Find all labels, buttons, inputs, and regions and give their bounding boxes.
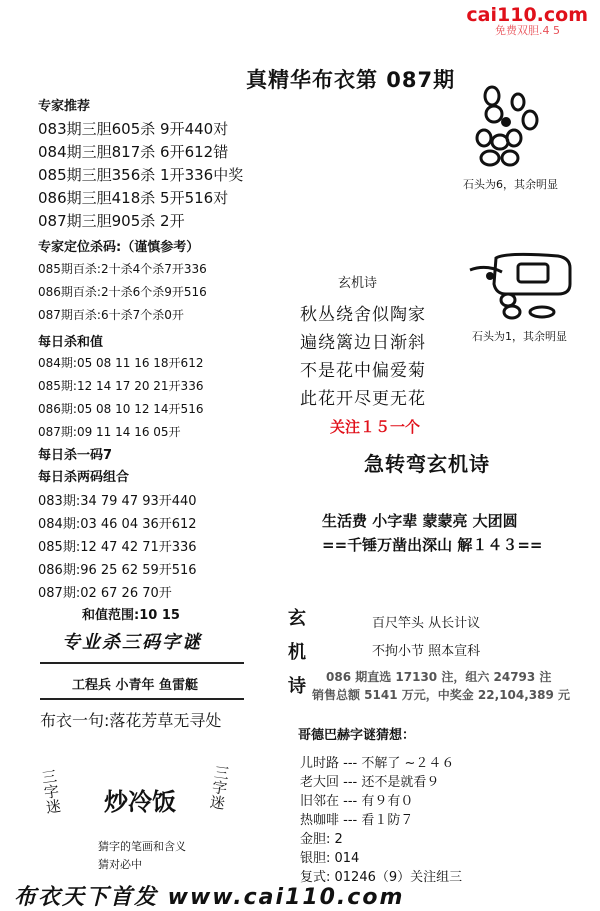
expert-row: 087期三胆905杀 2开 [38,212,185,230]
sum-range: 和值范围:10 15 [82,608,180,623]
stone-caption: 石头为6，其余明显 [463,178,558,191]
riddle-right-label: 三 字 迷 [208,763,231,813]
divider [40,662,244,664]
position-kill-row: 087期百杀:6十杀7个杀0开 [38,308,184,322]
riddle-left-label: 三 字 迷 [40,767,63,817]
goldbach-row: 老大回 --- 还不是就看９ [300,775,440,790]
divider [40,698,244,700]
position-kill-heading: 专家定位杀码:（谨慎参考） [38,240,200,255]
xuanji-line: 不拘小节 照本宣科 [372,644,481,659]
poem-line: 不是花中偏爱菊 [300,361,426,381]
poem-line: 遍绕篱边日渐斜 [300,333,426,353]
turn-title: 急转弯玄机诗 [364,452,490,476]
daily-two-heading: 每日杀两码组合 [38,470,130,485]
riddle-hint: 猜字的笔画和含义 [98,840,186,853]
buyi-sentence: 布衣一句:落花芳草无寻处 [40,711,222,730]
xuanji-line: 百尺竿头 从长计议 [372,616,481,631]
footer-banner: 布衣天下首发 www.cai110.com [14,885,405,910]
sales-line: 086 期直选 17130 注，组六 24793 注 [326,670,552,684]
goldbach-row: 儿时路 --- 不解了 ~２４６ [300,756,455,771]
stone-drawing-2 [466,250,582,322]
kill3-words: 工程兵 小青年 鱼雷艇 [72,678,199,693]
hammer-line: ==千锤万凿出深山 解１４３== [322,536,543,554]
daily-sum-row: 086期:05 08 10 12 14开516 [38,402,204,416]
focus-note: 关注１５一个 [330,418,421,436]
page-title: 真精华布衣第 087期 [246,68,456,92]
daily-sum-row: 085期:12 14 17 20 21开336 [38,379,204,393]
site-logo: cai110.com [466,4,588,26]
daily-sum-heading: 每日杀和值 [38,335,104,350]
gold-dan: 金胆: 2 [300,832,343,847]
daily-two-row: 086期:96 25 62 59开516 [38,563,197,578]
silver-dan: 银胆: 014 [300,851,360,866]
goldbach-heading: 哥德巴赫字谜猜想： [298,728,416,743]
expert-heading: 专家推荐 [38,99,91,114]
poem-line: 秋丛绕舍似陶家 [300,305,426,325]
position-kill-row: 086期百杀:2十杀6个杀9开516 [38,285,207,299]
living-words: 生活费 小字辈 蒙蒙亮 大团圆 [322,512,518,530]
daily-sum-row: 087期:09 11 14 16 05开 [38,425,181,439]
position-kill-row: 085期百杀:2十杀4个杀7开336 [38,262,207,276]
poem-line: 此花开尽更无花 [300,389,426,409]
poem-heading: 玄机诗 [338,276,378,291]
goldbach-row: 旧邻在 --- 有９有０ [300,794,414,809]
daily-two-row: 085期:12 47 42 71开336 [38,540,197,555]
goldbach-row: 热咖啡 --- 看１防７ [300,813,414,828]
expert-row: 086期三胆418杀 5开516对 [38,189,229,207]
xuanji-label: 玄 机 诗 [288,608,306,697]
expert-row: 084期三胆817杀 6开612错 [38,143,229,161]
site-tagline: 免费双胆.4 5 [495,24,560,37]
daily-two-row: 084期:03 46 04 36开612 [38,517,197,532]
daily-one-heading: 每日杀一码7 [38,448,113,463]
expert-row: 083期三胆605杀 9开440对 [38,120,229,138]
riddle-answer: 炒冷饭 [104,788,176,816]
multi-line: 复式: 01246（9）关注组三 [300,870,463,885]
daily-two-row: 083期:34 79 47 93开440 [38,494,197,509]
riddle-hint: 猜对必中 [98,858,142,871]
sales-line: 销售总额 5141 万元，中奖金 22,104,389 元 [312,688,571,702]
stone-drawing-1 [470,82,550,170]
expert-row: 085期三胆356杀 1开336中奖 [38,166,244,184]
daily-two-row: 087期:02 67 26 70开 [38,586,172,601]
daily-sum-row: 084期:05 08 11 16 18开612 [38,356,204,370]
kill3-heading: 专业杀三码字谜 [62,632,202,653]
stone-caption: 石头为1，其余明显 [472,330,567,343]
